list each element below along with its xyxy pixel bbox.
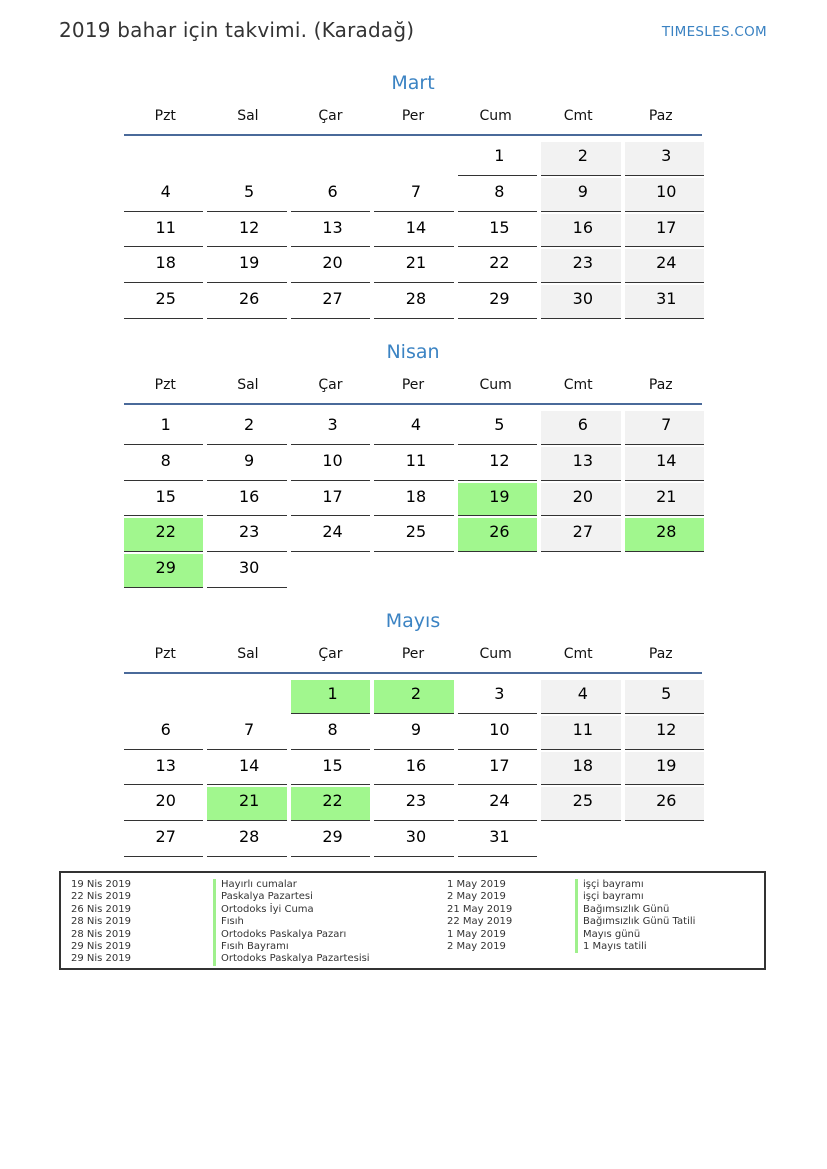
day-cell: 30	[207, 552, 290, 588]
month-block-april	[124, 339, 702, 588]
day-cell: 1	[124, 409, 207, 445]
day-cell: 1	[458, 140, 541, 176]
legend-date: 1 May 2019	[447, 928, 506, 940]
legend-holiday-name: Ortodoks Paskalya Pazarı	[213, 929, 370, 941]
day-cell: 16	[207, 481, 290, 517]
day-cell: 16	[374, 750, 457, 786]
day-cell: 10	[291, 445, 374, 481]
day-cell: 5	[207, 176, 290, 212]
day-cell: 23	[541, 247, 624, 283]
day-cell: 10	[625, 176, 708, 212]
weekday-label: Cum	[479, 646, 512, 662]
holiday-day-cell: 19	[458, 481, 541, 517]
day-cell: 14	[207, 750, 290, 786]
holiday-day-cell: 22	[291, 785, 374, 821]
site-link[interactable]: TIMESLES.COM	[661, 24, 767, 40]
day-cell: 15	[458, 212, 541, 248]
day-cell: 9	[541, 176, 624, 212]
day-cell: 3	[458, 678, 541, 714]
holiday-day-cell: 28	[625, 516, 708, 552]
day-cell: 27	[124, 821, 207, 857]
day-cell: 11	[374, 445, 457, 481]
legend-date: 19 Nis 2019	[71, 879, 131, 890]
day-cell: 4	[541, 678, 624, 714]
legend-date: 22 Nis 2019	[71, 891, 131, 903]
day-cell: 4	[374, 409, 457, 445]
day-cell: 26	[207, 283, 290, 319]
legend-left-names	[213, 879, 370, 966]
day-cell: 31	[458, 821, 541, 857]
legend-date: 21 May 2019	[447, 903, 513, 915]
holiday-legend	[59, 871, 766, 970]
day-cell: 22	[458, 247, 541, 283]
weekday-label: Per	[401, 108, 425, 124]
weekday-label: Per	[401, 646, 425, 662]
day-cell: 8	[124, 445, 207, 481]
weekday-header	[124, 106, 702, 136]
day-cell: 3	[625, 140, 708, 176]
weekday-label: Çar	[318, 377, 343, 393]
day-cell: 24	[625, 247, 708, 283]
day-cell: 17	[458, 750, 541, 786]
day-cell: 28	[374, 283, 457, 319]
empty-cell	[374, 140, 457, 176]
weekday-label: Pzt	[154, 377, 176, 393]
day-cell: 12	[207, 212, 290, 248]
legend-right-names	[575, 879, 695, 953]
day-cell: 9	[374, 714, 457, 750]
weekday-label: Cmt	[563, 377, 593, 393]
weekday-label: Çar	[318, 108, 343, 124]
empty-cell	[124, 678, 207, 714]
day-cell: 21	[625, 481, 708, 517]
holiday-day-cell: 29	[124, 552, 207, 588]
weekday-label: Cmt	[563, 108, 593, 124]
day-cell: 11	[541, 714, 624, 750]
legend-holiday-name: Hayırlı cumalar	[213, 879, 370, 891]
legend-date: 28 Nis 2019	[71, 928, 131, 940]
legend-holiday-name: Fısıh Bayramı	[213, 941, 370, 953]
day-cell: 19	[625, 750, 708, 786]
day-cell: 7	[374, 176, 457, 212]
holiday-day-cell: 21	[207, 785, 290, 821]
day-cell: 10	[458, 714, 541, 750]
month-title: Mayıs	[385, 610, 441, 632]
legend-date: 1 May 2019	[447, 879, 506, 890]
month-title: Nisan	[386, 341, 440, 363]
day-cell: 6	[541, 409, 624, 445]
legend-date: 26 Nis 2019	[71, 903, 131, 915]
day-cell: 27	[541, 516, 624, 552]
page-title: 2019 bahar için takvimi. (Karadağ)	[59, 18, 415, 42]
day-cell: 20	[541, 481, 624, 517]
day-cell: 12	[625, 714, 708, 750]
weekday-label: Paz	[648, 108, 673, 124]
holiday-day-cell: 1	[291, 678, 374, 714]
day-grid	[124, 140, 702, 319]
day-cell: 15	[291, 750, 374, 786]
legend-holiday-name: Bağımsızlık Günü	[575, 904, 695, 916]
legend-holiday-name: Fısıh	[213, 916, 370, 928]
day-cell: 23	[374, 785, 457, 821]
day-cell: 7	[207, 714, 290, 750]
legend-holiday-name: 1 Mayıs tatili	[575, 941, 695, 953]
day-cell: 2	[207, 409, 290, 445]
legend-date: 28 Nis 2019	[71, 916, 131, 928]
legend-date: 22 May 2019	[447, 916, 513, 928]
day-cell: 29	[458, 283, 541, 319]
legend-date: 2 May 2019	[447, 940, 506, 952]
legend-date: 2 May 2019	[447, 891, 506, 903]
day-cell: 5	[458, 409, 541, 445]
day-cell: 11	[124, 212, 207, 248]
day-cell: 24	[291, 516, 374, 552]
holiday-day-cell: 22	[124, 516, 207, 552]
weekday-label: Sal	[237, 377, 259, 393]
day-cell: 8	[291, 714, 374, 750]
day-cell: 28	[207, 821, 290, 857]
day-cell: 24	[458, 785, 541, 821]
day-cell: 23	[207, 516, 290, 552]
day-cell: 8	[458, 176, 541, 212]
legend-holiday-name: Paskalya Pazartesi	[213, 891, 370, 903]
day-cell: 17	[291, 481, 374, 517]
day-cell: 25	[541, 785, 624, 821]
day-cell: 5	[625, 678, 708, 714]
holiday-day-cell: 2	[374, 678, 457, 714]
day-cell: 30	[541, 283, 624, 319]
day-cell: 12	[458, 445, 541, 481]
day-cell: 13	[541, 445, 624, 481]
empty-cell	[207, 678, 290, 714]
day-cell: 18	[124, 247, 207, 283]
weekday-label: Paz	[648, 646, 673, 662]
day-cell: 13	[291, 212, 374, 248]
weekday-label: Cmt	[563, 646, 593, 662]
legend-holiday-name: işçi bayramı	[575, 879, 695, 891]
day-cell: 19	[207, 247, 290, 283]
day-grid	[124, 678, 702, 857]
weekday-header	[124, 644, 702, 674]
month-title: Mart	[391, 72, 435, 94]
month-block-march	[124, 70, 702, 319]
day-cell: 25	[124, 283, 207, 319]
day-cell: 20	[124, 785, 207, 821]
empty-cell	[207, 140, 290, 176]
weekday-label: Pzt	[154, 108, 176, 124]
day-cell: 18	[374, 481, 457, 517]
weekday-label: Pzt	[154, 646, 176, 662]
day-cell: 16	[541, 212, 624, 248]
legend-right-dates	[447, 879, 512, 953]
weekday-label: Sal	[237, 108, 259, 124]
day-cell: 6	[291, 176, 374, 212]
day-cell: 4	[124, 176, 207, 212]
day-cell: 6	[124, 714, 207, 750]
day-cell: 20	[291, 247, 374, 283]
holiday-day-cell: 26	[458, 516, 541, 552]
weekday-label: Cum	[479, 108, 512, 124]
day-cell: 26	[625, 785, 708, 821]
legend-holiday-name: Ortodoks İyi Cuma	[213, 904, 370, 916]
day-cell: 14	[625, 445, 708, 481]
empty-cell	[291, 140, 374, 176]
legend-date: 29 Nis 2019	[71, 940, 131, 952]
weekday-label: Cum	[479, 377, 512, 393]
day-cell: 18	[541, 750, 624, 786]
day-cell: 25	[374, 516, 457, 552]
day-cell: 2	[541, 140, 624, 176]
legend-date: 29 Nis 2019	[71, 953, 131, 965]
day-cell: 7	[625, 409, 708, 445]
day-cell: 31	[625, 283, 708, 319]
day-cell: 15	[124, 481, 207, 517]
empty-cell	[124, 140, 207, 176]
day-cell: 9	[207, 445, 290, 481]
day-cell: 30	[374, 821, 457, 857]
day-cell: 3	[291, 409, 374, 445]
legend-left-dates	[71, 879, 131, 966]
legend-holiday-name: Mayıs günü	[575, 929, 695, 941]
day-cell: 21	[374, 247, 457, 283]
day-grid	[124, 409, 702, 588]
legend-holiday-name: işçi bayramı	[575, 891, 695, 903]
day-cell: 17	[625, 212, 708, 248]
legend-holiday-name: Ortodoks Paskalya Pazartesisi	[213, 953, 370, 965]
weekday-label: Çar	[318, 646, 343, 662]
day-cell: 27	[291, 283, 374, 319]
weekday-header	[124, 375, 702, 405]
month-block-may	[124, 608, 702, 857]
legend-holiday-name: Bağımsızlık Günü Tatili	[575, 916, 695, 928]
day-cell: 14	[374, 212, 457, 248]
day-cell: 29	[291, 821, 374, 857]
day-cell: 13	[124, 750, 207, 786]
weekday-label: Sal	[237, 646, 259, 662]
weekday-label: Paz	[648, 377, 673, 393]
weekday-label: Per	[401, 377, 425, 393]
